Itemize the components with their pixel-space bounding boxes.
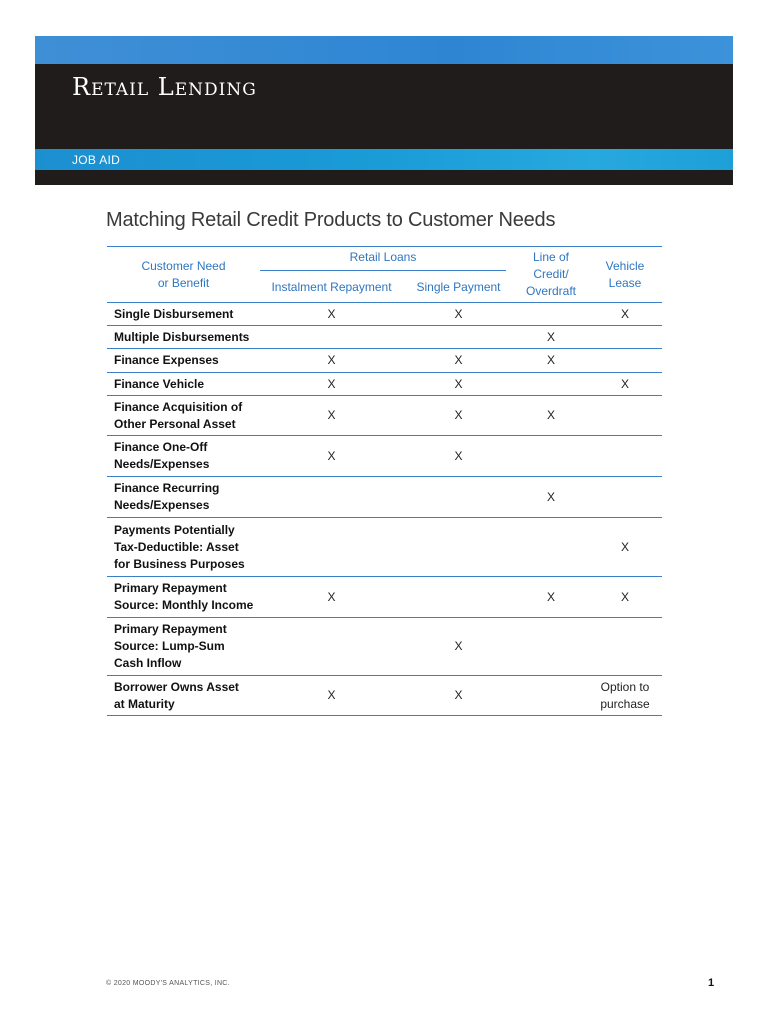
cell-instalment: X [260,396,403,436]
cell-need: Finance Acquisition of Other Personal Asset [107,396,260,436]
cell-single-payment: X [403,303,514,326]
cell-need: Finance Recurring Needs/Expenses [107,477,260,518]
cell-vehicle-lease: X [588,518,662,577]
cell-instalment [260,326,403,349]
table-body [107,303,662,716]
table-row [107,577,662,618]
table-row [107,396,662,436]
cell-need: Single Disbursement [107,303,260,326]
cell-need: Primary Repayment Source: Monthly Income [107,577,260,618]
table-row [107,349,662,373]
cell-single-payment: X [403,618,514,676]
header-retail-loans: Retail Loans [260,247,514,273]
cell-vehicle-lease: Option to purchase [588,676,662,716]
cell-instalment: X [260,373,403,396]
header-customer-need: Customer Need or Benefit [107,247,260,303]
header-instalment-repayment: Instalment Repayment [260,273,403,303]
matching-table [107,246,662,716]
banner-blue-band [35,36,733,64]
cell-need: Borrower Owns Asset at Maturity [107,676,260,716]
cell-single-payment [403,477,514,518]
table-row [107,373,662,396]
cell-line-of-credit [514,303,588,326]
cell-single-payment [403,326,514,349]
page-number: 1 [708,977,715,989]
cell-single-payment: X [403,676,514,716]
cell-instalment [260,477,403,518]
table-row [107,676,662,716]
cell-need: Primary Repayment Source: Lump-Sum Cash Inflow [107,618,260,676]
cell-instalment [260,618,403,676]
cell-single-payment: X [403,373,514,396]
cell-need: Finance Vehicle [107,373,260,396]
cell-instalment: X [260,349,403,373]
cell-line-of-credit: X [514,477,588,518]
cell-line-of-credit [514,618,588,676]
header-line-of-credit: Line of Credit/ Overdraft [514,247,588,303]
cell-need: Finance Expenses [107,349,260,373]
cell-vehicle-lease [588,618,662,676]
cell-single-payment: X [403,349,514,373]
header-banner [35,36,733,174]
table-row [107,436,662,477]
cell-line-of-credit: X [514,326,588,349]
footer-copyright: © 2020 MOODY'S ANALYTICS, INC. [106,980,230,987]
cell-vehicle-lease: X [588,303,662,326]
cell-line-of-credit [514,436,588,477]
cell-line-of-credit: X [514,349,588,373]
cell-vehicle-lease [588,326,662,349]
cell-instalment [260,518,403,577]
cell-single-payment: X [403,396,514,436]
cell-vehicle-lease [588,436,662,477]
cell-single-payment: X [403,436,514,477]
banner-strip [35,149,733,170]
cell-line-of-credit [514,373,588,396]
cell-need: Payments Potentially Tax-Deductible: Asset for Business Purposes [107,518,260,577]
cell-instalment: X [260,303,403,326]
cell-need: Multiple Disbursements [107,326,260,349]
cell-instalment: X [260,676,403,716]
cell-line-of-credit: X [514,396,588,436]
table-row [107,518,662,577]
table-row [107,326,662,349]
cell-instalment: X [260,436,403,477]
cell-line-of-credit [514,518,588,577]
header-single-payment: Single Payment [403,273,514,303]
header-vehicle-lease: Vehicle Lease [588,247,662,303]
cell-single-payment [403,577,514,618]
cell-line-of-credit: X [514,577,588,618]
cell-vehicle-lease [588,396,662,436]
table-row [107,303,662,326]
banner-bottom-rule [35,170,733,174]
cell-line-of-credit [514,676,588,716]
cell-instalment: X [260,577,403,618]
cell-vehicle-lease: X [588,577,662,618]
table-row [107,477,662,518]
page-heading: Matching Retail Credit Products to Customer Needs [106,209,556,231]
cell-vehicle-lease [588,349,662,373]
cell-need: Finance One-Off Needs/Expenses [107,436,260,477]
table-row [107,618,662,676]
document-tag: JOB AID [72,153,121,167]
cell-vehicle-lease: X [588,373,662,396]
document-title: Retail Lending [72,73,257,101]
cell-vehicle-lease [588,477,662,518]
cell-single-payment [403,518,514,577]
